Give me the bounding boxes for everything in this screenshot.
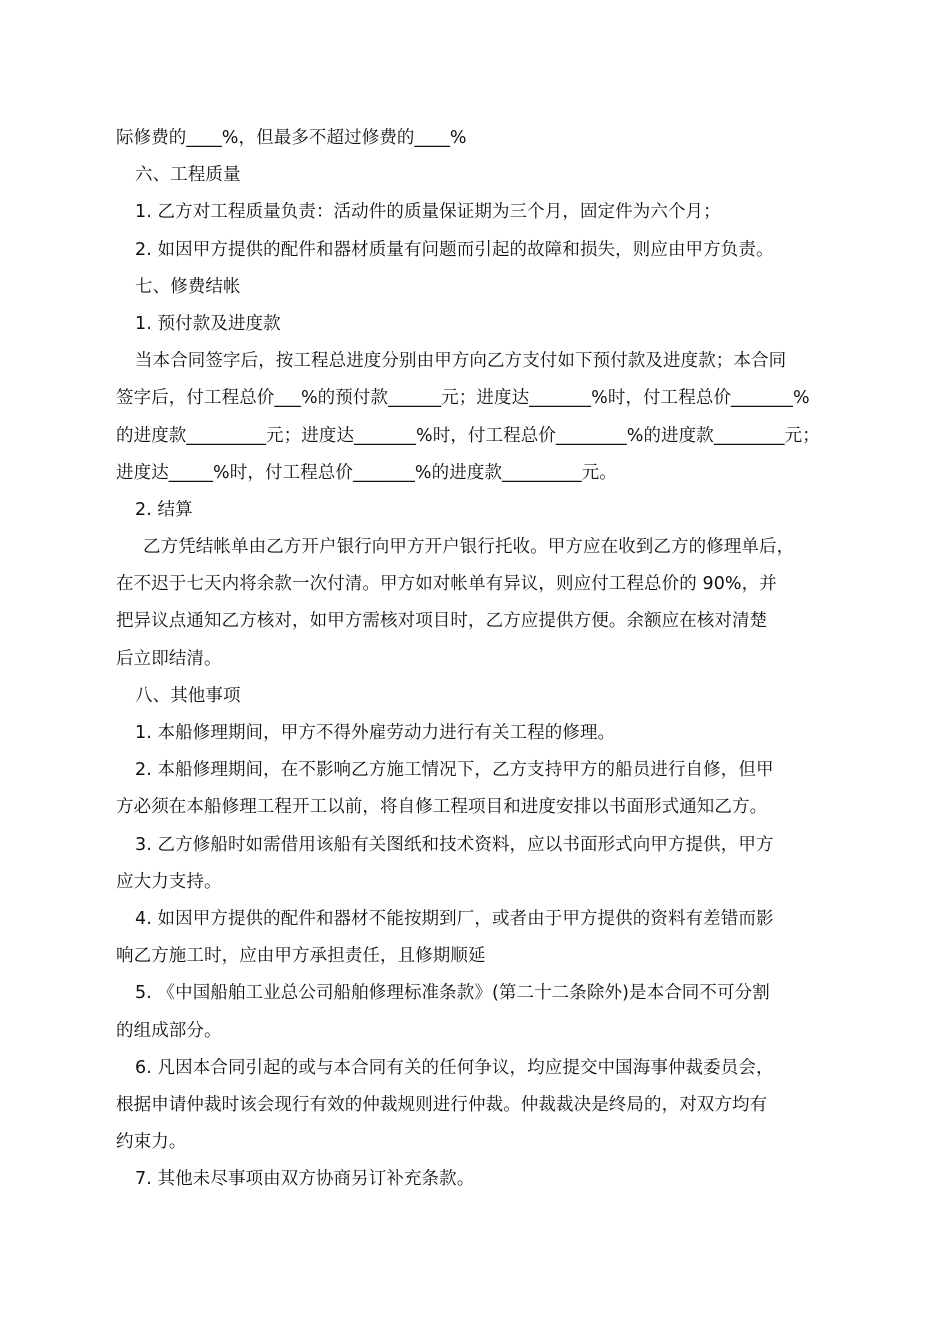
text-line: 1. 乙方对工程质量负责：活动件的质量保证期为三个月，固定件为六个月； bbox=[135, 202, 721, 223]
text-line: 的组成部分。 bbox=[116, 1020, 222, 1041]
text-line: 根据申请仲裁时该会现行有效的仲裁规则进行仲裁。仲裁裁决是终局的，对双方均有 bbox=[116, 1094, 768, 1115]
text-line: 际修费的____%，但最多不超过修费的____% bbox=[116, 128, 467, 148]
text-line: 3. 乙方修船时如需借用该船有关图纸和技术资料，应以书面形式向甲方提供，甲方 bbox=[135, 834, 774, 855]
section-heading-quality: 六、工程质量 bbox=[135, 165, 241, 186]
text-line: 的进度款_________元；进度达_______%时，付工程总价________%的进度款________元； bbox=[116, 425, 820, 446]
text-line: 后立即结清。 bbox=[116, 648, 222, 669]
text-line: 应大力支持。 bbox=[116, 871, 222, 892]
text-line: 6. 凡因本合同引起的或与本合同有关的任何争议，均应提交中国海事仲裁委员会， bbox=[135, 1057, 774, 1078]
section-heading-payment: 七、修费结帐 bbox=[135, 276, 241, 297]
text-line: 4. 如因甲方提供的配件和器材不能按期到厂，或者由于甲方提供的资料有差错而影 bbox=[135, 908, 774, 929]
section-heading-other: 八、其他事项 bbox=[135, 685, 241, 706]
text-line: 约束力。 bbox=[116, 1132, 187, 1153]
text-line: 7. 其他未尽事项由双方协商另订补充条款。 bbox=[135, 1169, 475, 1190]
subheading-settlement: 2. 结算 bbox=[135, 499, 193, 520]
text-line: 2. 本船修理期间，在不影响乙方施工情况下，乙方支持甲方的船员进行自修，但甲 bbox=[135, 760, 774, 781]
text-line: 1. 本船修理期间，甲方不得外雇劳动力进行有关工程的修理。 bbox=[135, 723, 616, 743]
text-line: 方必须在本船修理工程开工以前，将自修工程项目和进度安排以书面形式通知乙方。 bbox=[116, 797, 768, 818]
text-line: 2. 如因甲方提供的配件和器材质量有问题而引起的故障和损失，则应由甲方负责。 bbox=[135, 239, 774, 260]
text-line: 当本合同签字后，按工程总进度分别由甲方向乙方支付如下预付款及进度款；本合同 bbox=[135, 351, 787, 372]
text-line: 乙方凭结帐单由乙方开户银行向甲方开户银行托收。甲方应在收到乙方的修理单后， bbox=[143, 537, 795, 558]
text-line: 5. 《中国船舶工业总公司船舶修理标准条款》(第二十二条除外)是本合同不可分割 bbox=[135, 983, 770, 1004]
text-line: 把异议点通知乙方核对，如甲方需核对项目时，乙方应提供方便。余额应在核对清楚 bbox=[116, 611, 768, 632]
text-line: 进度达_____%时，付工程总价_______%的进度款_________元。 bbox=[116, 462, 617, 483]
document-body bbox=[116, 120, 842, 1198]
text-line: 在不迟于七天内将余款一次付清。甲方如对帐单有异议，则应付工程总价的 90%，并 bbox=[116, 574, 777, 595]
text-line: 签字后，付工程总价___%的预付款______元；进度达_______%时，付工程总价_______% bbox=[116, 388, 810, 409]
text-line: 响乙方施工时，应由甲方承担责任，且修期顺延 bbox=[116, 946, 486, 967]
subheading-advance-payment: 1. 预付款及进度款 bbox=[135, 313, 281, 334]
